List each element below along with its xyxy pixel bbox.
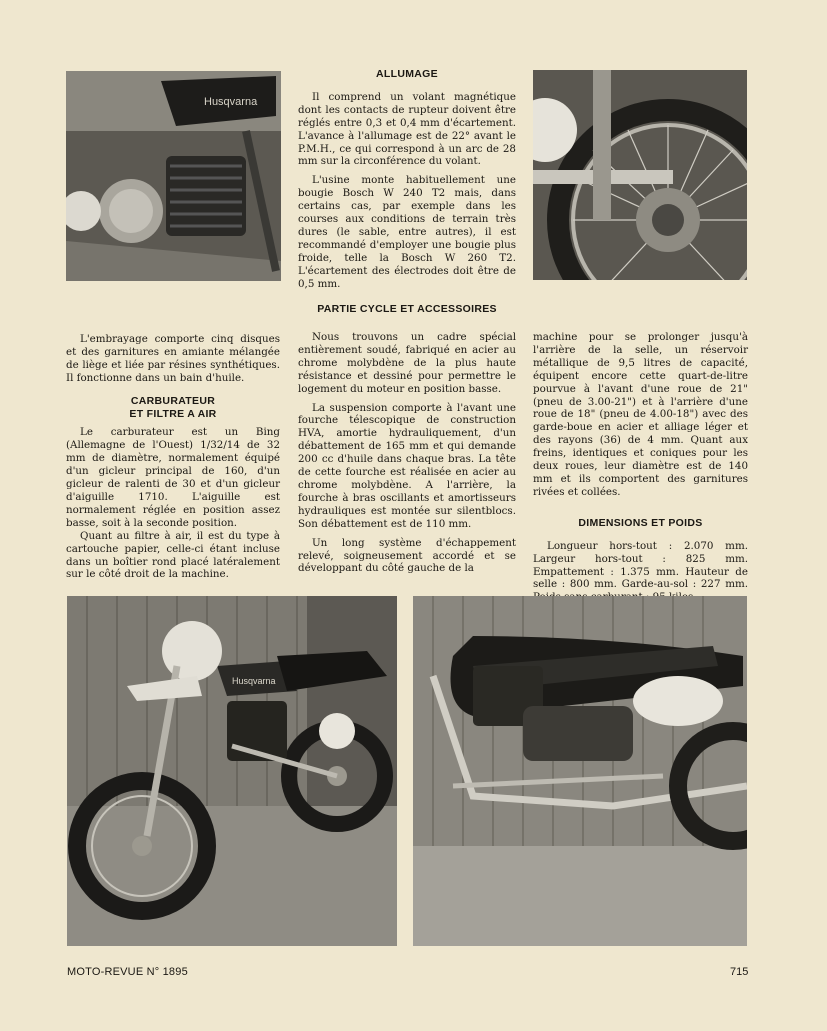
page-number: 715 [730,966,749,978]
photo-front-wheel [533,70,747,280]
allumage-heading: ALLUMAGE [376,68,438,80]
front-wheel-illustration [533,70,747,280]
embrayage-paragraph: L'embrayage comporte cinq disques et des garnitures en amiante mélangée de liège et liée par résines synthétiques. Il fonctionne dans un bain d'huile. [66,333,280,384]
column-right [533,331,748,610]
motorcycle-illustration [67,596,397,946]
section-allumage [298,68,516,297]
carburateur-heading-line1: CARBURATEUR [130,394,216,407]
dimensions-heading: DIMENSIONS ET POIDS [578,516,703,529]
photo-exhaust-frame [413,596,747,946]
photo-engine-closeup [66,71,281,281]
exhaust-frame-illustration [413,596,747,946]
carburateur-heading-line2: ET FILTRE A AIR [129,407,217,420]
carburateur-paragraph-1: Le carburateur est un Bing (Allemagne de l'Ouest) 1/32/14 de 32 mm de diamètre, normalement équipé d'un gicleur principal de 160, d'un gicleur de ralenti de 30 et d'un gicleur d'aiguille 1710. L'aiguille est normalement réglée en position assez basse, soit à la seconde position. [66,426,280,529]
tank-brand-text: Husqvarna [204,96,258,108]
dimensions-paragraph: Longueur hors-tout : 2.070 mm. Largeur hors-tout : 825 mm. Empattement : 1.375 mm. Hauteur de selle : 800 mm. Garde-au-sol : 227 mm. [533,539,748,591]
allumage-paragraph-1: Il comprend un volant magnétique dont les contacts de rupteur doivent être réglés entre 0,3 et 0,4 mm d'écartement. L'avance à l'allumage est de 22° avant le P.M.H., ce qui correspond à un arc de 28 mm sur la circonférence du volant. [298,90,516,168]
carburateur-paragraph-2: Quant au filtre à air, il est du type à cartouche papier, celle-ci étant incluse dans un boîtier rond placé latéralement sur le côté droit de la machine. [66,529,280,581]
column-middle [298,331,516,581]
column-left [66,333,280,587]
partie-cycle-heading: PARTIE CYCLE ET ACCESSOIRES [317,303,497,315]
cycle-paragraph-2: La suspension comporte à l'avant une fourche télescopique de construction HVA, amortie hydrauliquement, d'un débattement de 165 mm et qui demande 200 cc d'huile dans chaque bras. La tête de cette fourche est réalisée en acier au chrome molybdène. A l'arrière, la fourche à bras oscillants et amortisseurs hydrauliques est montée sur silentblocs. Son débattement est de 110 mm. [298,401,516,530]
publication-footer: MOTO-REVUE N° 1895 [67,966,188,978]
engine-closeup-illustration [66,71,281,281]
cycle-paragraph-1: Nous trouvons un cadre spécial entièrement soudé, fabriqué en acier au chrome molybdène de la plus haute résistance et dessiné pour permettre le logement du moteur en position basse. [298,331,516,395]
tank-brand-text-2: Husqvarna [232,676,276,686]
photo-motorcycle [67,596,397,946]
cycle-paragraph-3: Un long système d'échappement relevé, soigneusement accordé et se développant du côté gauche de la [298,536,516,575]
allumage-paragraph-2: L'usine monte habituellement une bougie Bosch W 240 T2 mais, dans certains cas, par exemple dans les courses aux conditions de terrain très dures (le sable, entre autres), il est recommandé d'employer une bougie plus froide, telle la Bosch W 260 T2. L'écartement des électrodes doit être de 0,5 mm. [298,174,516,290]
cycle-paragraph-right: machine pour se prolonger jusqu'à l'arrière de la selle, un réservoir métallique de 9,5 litres de capacité, équipent encore cette quart-de-litre pourvue à l'avant d'une roue de 21" (pneu de 3.00-21") et à l'arrière d'une roue de 18" (pneu de 4.00-18") avec des garde-boue en acier et alliage léger et des rayons (36) de 4 mm. Quant aux freins, identiques et coniques pour les deux roues, leur diamètre est de 140 mm et ils comportent des garnitures rivées et collées. [533,331,748,498]
